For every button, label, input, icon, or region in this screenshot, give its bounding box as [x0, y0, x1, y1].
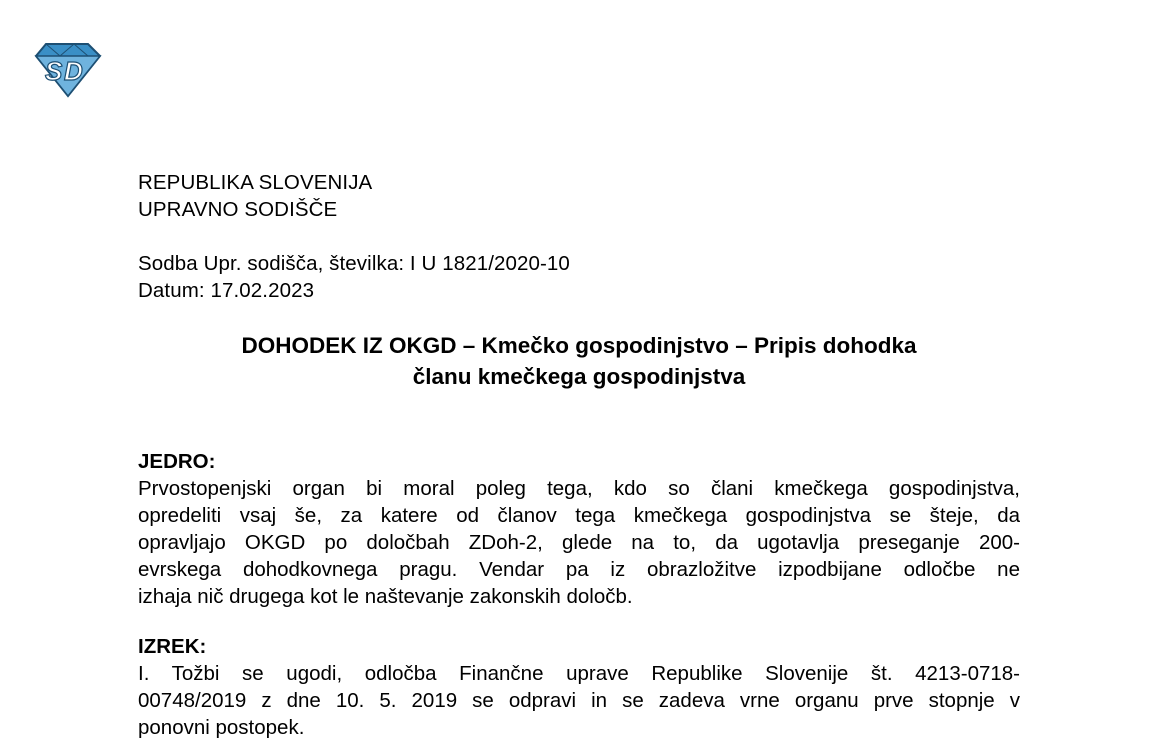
court-name: UPRAVNO SODIŠČE — [138, 198, 338, 221]
svg-text:D: D — [64, 56, 83, 86]
jedro-line: evrskega dohodkovnega pragu. Vendar pa iz obrazložitve izpodbijane odločbe ne — [138, 558, 1020, 581]
izrek-line: ponovni postopek. — [138, 716, 305, 739]
svg-text:S: S — [45, 56, 63, 86]
izrek-line: 00748/2019 z dne 10. 5. 2019 se odpravi in se zadeva vrne organu prve stopnje v — [138, 689, 1020, 712]
jedro-line: opredeliti vsaj še, za katere od članov tega kmečkega gospodinjstva se šteje, da — [138, 504, 1020, 527]
title-line-1: DOHODEK IZ OKGD – Kmečko gospodinjstvo – Pripis dohodka — [241, 333, 917, 358]
jedro-heading: JEDRO: — [138, 450, 216, 473]
judgment-date: Datum: 17.02.2023 — [138, 279, 315, 302]
case-reference: Sodba Upr. sodišča, številka: I U 1821/2020-10 — [138, 252, 570, 275]
jedro-line: Prvostopenjski organ bi moral poleg tega, kdo so člani kmečkega gospodinjstva, — [138, 477, 1020, 500]
izrek-heading: IZREK: — [138, 635, 207, 658]
jedro-line: izhaja nič drugega kot le naštevanje zakonskih določb. — [138, 585, 633, 608]
sd-diamond-logo-icon — [30, 40, 104, 100]
document-title — [138, 330, 1020, 392]
izrek-line: I. Tožbi se ugodi, odločba Finančne uprave Republike Slovenije št. 4213-0718- — [138, 662, 1020, 685]
izrek-paragraph — [138, 660, 1020, 741]
jedro-paragraph — [138, 475, 1020, 610]
title-line-2: članu kmečkega gospodinjstva — [412, 364, 746, 389]
republic-name: REPUBLIKA SLOVENIJA — [138, 171, 373, 194]
jedro-line: opravljajo OKGD po določbah ZDoh-2, glede na to, da ugotavlja preseganje 200- — [138, 531, 1020, 554]
court-logo — [30, 40, 104, 100]
